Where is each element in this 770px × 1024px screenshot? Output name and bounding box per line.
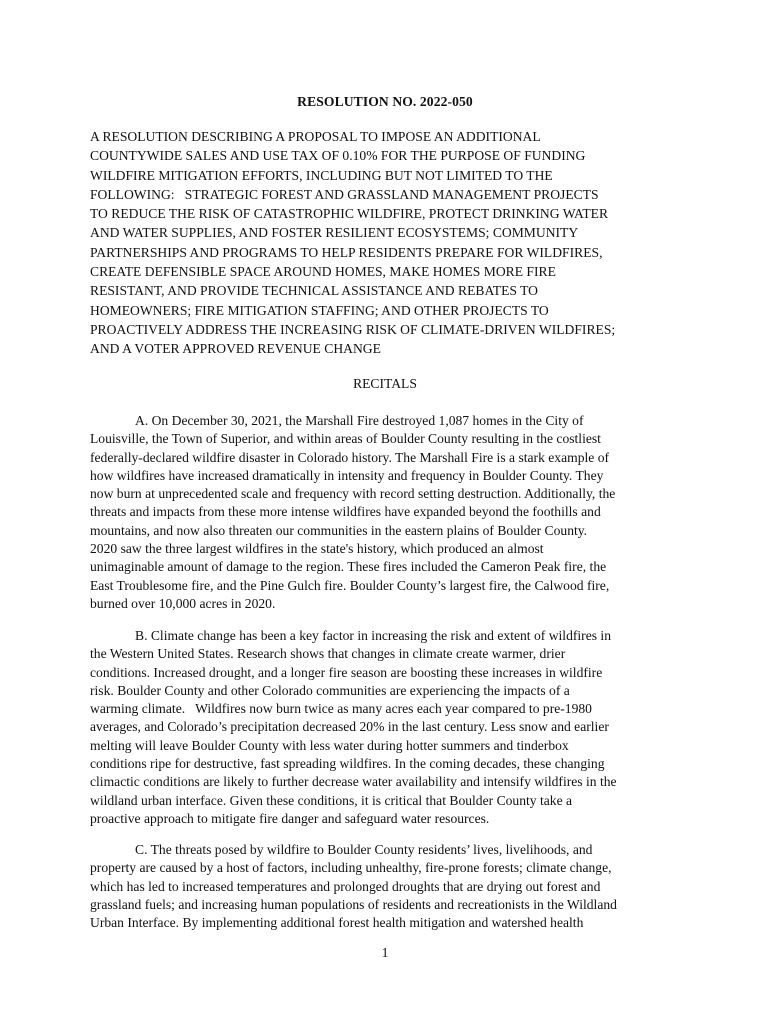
- paragraph-line: conditions ripe for destructive, fast spreading wildfires. In the coming decades, these changing: [90, 756, 605, 772]
- paragraph-line: warming climate. Wildfires now burn twice as many acres each year compared to pre-1980: [90, 701, 592, 717]
- paragraph-line: averages, and Colorado’s precipitation decreased 20% in the last century. Less snow and earlier: [90, 719, 609, 735]
- heading-line: AND WATER SUPPLIES, AND FOSTER RESILIENT ECOSYSTEMS; COMMUNITY: [90, 225, 579, 241]
- paragraph-line: Louisville, the Town of Superior, and within areas of Boulder County resulting in the costliest: [90, 431, 601, 447]
- paragraph-line: A. On December 30, 2021, the Marshall Fire destroyed 1,087 homes in the City of: [135, 413, 584, 428]
- resolution-title: RESOLUTION NO. 2022-050: [297, 94, 473, 109]
- paragraph-line: East Troublesome fire, and the Pine Gulch fire. Boulder County’s largest fire, the Calwood fire,: [90, 577, 610, 593]
- recital-paragraph-a: [90, 412, 690, 613]
- paragraph-line: grassland fuels; and increasing human populations of residents and recreationists in the Wildland: [90, 896, 617, 912]
- heading-line: TO REDUCE THE RISK OF CATASTROPHIC WILDFIRE, PROTECT DRINKING WATER: [90, 206, 609, 222]
- heading-line: COUNTYWIDE SALES AND USE TAX OF 0.10% FOR THE PURPOSE OF FUNDING: [90, 148, 586, 164]
- heading-line: A RESOLUTION DESCRIBING A PROPOSAL TO IMPOSE AN ADDITIONAL: [90, 129, 541, 144]
- paragraph-line: melting will leave Boulder County with less water during hotter summers and tinderbox: [90, 737, 569, 753]
- paragraph-line: mountains, and now also threaten our communities in the eastern plains of Boulder County.: [90, 522, 588, 538]
- recitals-heading: RECITALS: [353, 376, 417, 391]
- heading-line: WILDFIRE MITIGATION EFFORTS, INCLUDING BUT NOT LIMITED TO THE: [90, 167, 553, 183]
- paragraph-line: C. The threats posed by wildfire to Boulder County residents’ lives, livelihoods, and: [135, 842, 593, 857]
- paragraph-line: conditions. Increased drought, and a longer fire season are boosting these increases in wildfire: [90, 664, 603, 680]
- paragraph-line: B. Climate change has been a key factor in increasing the risk and extent of wildfires in: [135, 628, 612, 643]
- paragraph-line: property are caused by a host of factors, including unhealthy, fire-prone forests; climate change,: [90, 860, 612, 876]
- heading-line: AND A VOTER APPROVED REVENUE CHANGE: [90, 341, 381, 357]
- recital-paragraph-c: [90, 841, 690, 932]
- heading-line: FOLLOWING: STRATEGIC FOREST AND GRASSLAND MANAGEMENT PROJECTS: [90, 186, 599, 202]
- paragraph-line: unimaginable amount of damage to the region. These fires included the Cameron Peak fire, the: [90, 559, 607, 575]
- paragraph-line: climactic conditions are likely to further decrease water availability and intensify wildfires in the: [90, 774, 617, 790]
- paragraph-line: proactive approach to mitigate fire danger and safeguard water resources.: [90, 810, 490, 826]
- recital-paragraph-b: [90, 627, 690, 828]
- resolution-heading: [90, 127, 690, 359]
- heading-line: CREATE DEFENSIBLE SPACE AROUND HOMES, MAKE HOMES MORE FIRE: [90, 264, 556, 280]
- paragraph-line: wildland urban interface. Given these conditions, it is critical that Boulder County take a: [90, 792, 573, 808]
- page-number: 1: [381, 945, 389, 960]
- paragraph-line: the Western United States. Research shows that changes in climate create warmer, drier: [90, 646, 566, 662]
- paragraph-line: threats and impacts from these more intense wildfires have expanded beyond the foothills and: [90, 504, 601, 520]
- paragraph-line: federally-declared wildfire disaster in Colorado history. The Marshall Fire is a stark example of: [90, 449, 610, 465]
- heading-line: PARTNERSHIPS AND PROGRAMS TO HELP RESIDENTS PREPARE FOR WILDFIRES,: [90, 244, 603, 260]
- heading-line: RESISTANT, AND PROVIDE TECHNICAL ASSISTANCE AND REBATES TO: [90, 283, 538, 299]
- paragraph-line: burned over 10,000 acres in 2020.: [90, 595, 276, 611]
- paragraph-line: now burn at unprecedented scale and frequency with record setting destruction. Additionally, the: [90, 486, 616, 502]
- paragraph-line: 2020 saw the three largest wildfires in the state's history, which produced an almost: [90, 541, 544, 557]
- paragraph-line: which has led to increased temperatures and prolonged droughts that are drying out forest and: [90, 878, 601, 894]
- heading-line: HOMEOWNERS; FIRE MITIGATION STAFFING; AND OTHER PROJECTS TO: [90, 302, 549, 318]
- paragraph-line: how wildfires have increased dramatically in intensity and frequency in Boulder County. They: [90, 467, 604, 483]
- paragraph-line: Urban Interface. By implementing additional forest health mitigation and watershed health: [90, 915, 584, 931]
- heading-line: PROACTIVELY ADDRESS THE INCREASING RISK OF CLIMATE-DRIVEN WILDFIRES;: [90, 321, 616, 337]
- paragraph-line: risk. Boulder County and other Colorado communities are experiencing the impacts of a: [90, 682, 570, 698]
